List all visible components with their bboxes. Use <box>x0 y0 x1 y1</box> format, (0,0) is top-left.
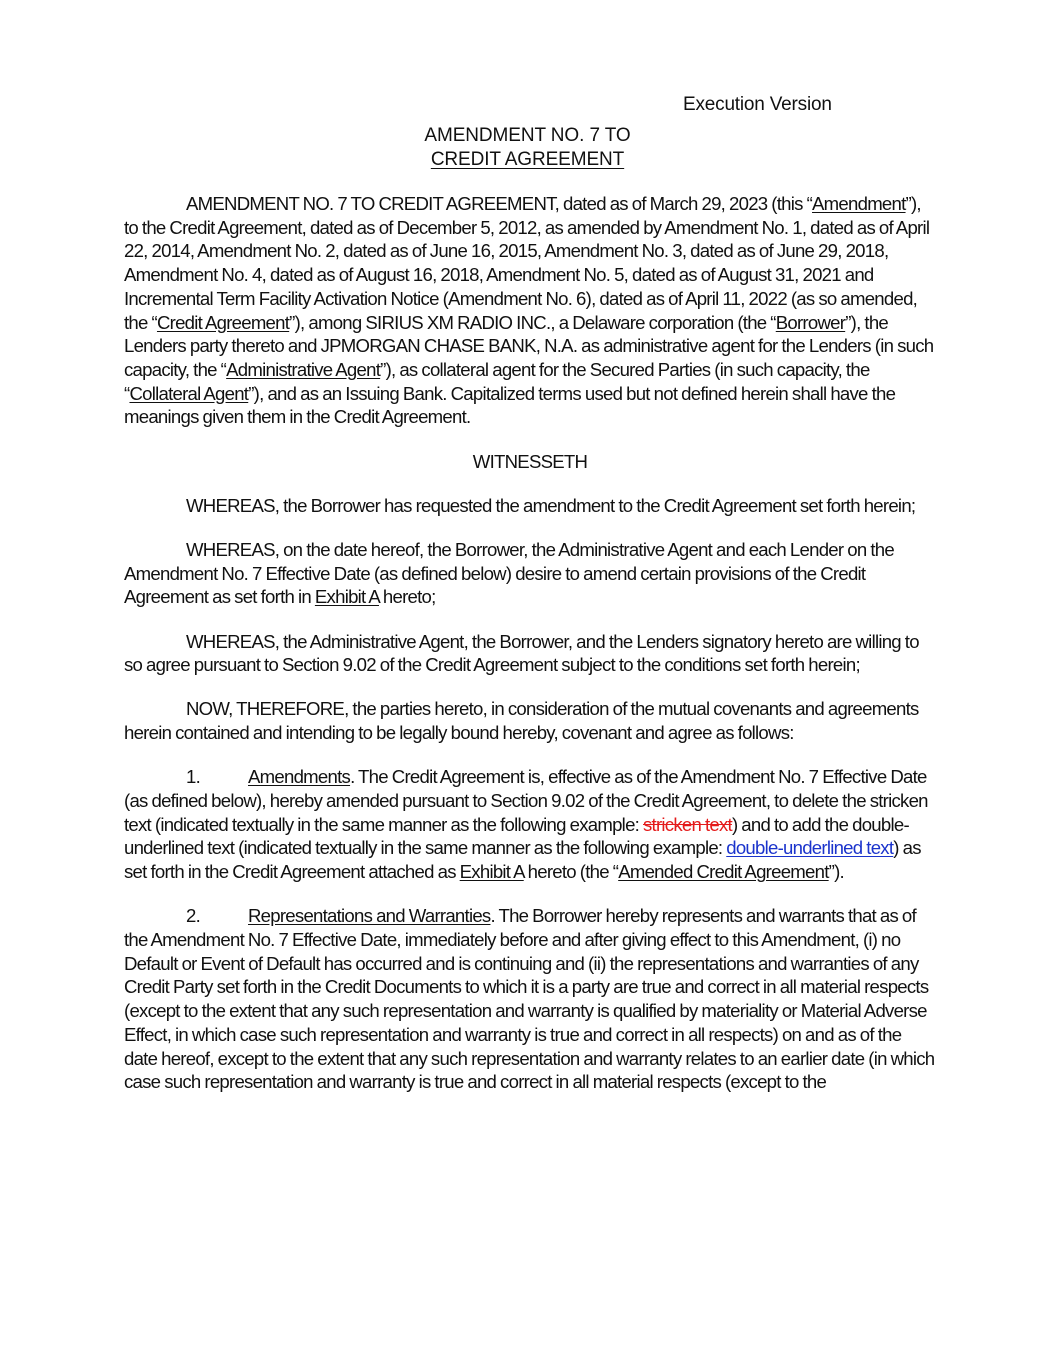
double-underlined-text-example: double-underlined text <box>726 837 894 859</box>
preamble-paragraph <box>124 192 936 429</box>
document-body <box>124 192 936 1115</box>
witnesseth-heading: WITNESSETH <box>472 450 588 472</box>
exhibit-a-reference: Exhibit A <box>459 861 524 883</box>
section-text: hereto (the “ <box>523 861 619 883</box>
defined-term-collateral-agent: Collateral Agent <box>129 382 249 404</box>
stricken-text-example: stricken text <box>643 813 732 835</box>
version-label: Execution Version <box>683 94 832 115</box>
exhibit-a-reference: Exhibit A <box>314 586 379 608</box>
defined-term-amendment: Amendment <box>812 193 906 214</box>
preamble-text: AMENDMENT NO. 7 TO CREDIT AGREEMENT, dated as of March 29, 2023 (this “ <box>186 193 813 214</box>
section-2-representations <box>124 904 936 1094</box>
section-heading: Amendments <box>248 766 351 788</box>
section-number: 1. <box>186 766 201 788</box>
defined-term-borrower: Borrower <box>775 311 846 333</box>
now-therefore-paragraph: NOW, THEREFORE, the parties hereto, in consideration of the mutual covenants and agreements herein contained and intending to be legally bound hereby, covenant and agree as follows: <box>124 698 919 744</box>
whereas-text: hereto; <box>378 586 436 608</box>
section-text: ) as set forth in the Credit Agreement attached as <box>124 837 921 883</box>
preamble-text: ”), as collateral agent for the Secured Parties (in such capacity, the “ <box>124 358 870 404</box>
defined-term-administrative-agent: Administrative Agent <box>226 358 381 380</box>
section-1-amendments <box>124 765 936 884</box>
preamble-text: ”), and as an Issuing Bank. Capitalized terms used but not defined herein shall have the meanings given them in the Credit Agreement. <box>124 382 896 428</box>
defined-term-credit-agreement: Credit Agreement <box>156 311 290 333</box>
whereas-text: WHEREAS, on the date hereof, the Borrower, the Administrative Agent and each Lender on the Amendment No. 7 Effective Date (as defined below) desire to amend certain provisions of the Credit Agreement as set forth in <box>124 538 894 608</box>
section-heading: Representations and Warranties <box>248 905 491 927</box>
section-text: . The Borrower hereby represents and warrants that as of the Amendment No. 7 Effective Date, immediately before and after giving effect to this Amendment, (i) no Default or Event of Default has occurred and is continuing and (ii) the representations and warranties of any Credit Party set forth in the Credit Documents to which it is a party are true and correct in all material respects (except to the extent that any such representation and warranty is qualified by materiality or Material Adverse Effect, in which case such representation and warranty is true and correct in all respects) on and as of the date hereof, except to the extent that any such representation and warranty relates to an earlier date (in which case such representation and warranty is true and correct in all material respects (except to the <box>124 905 935 1093</box>
section-text: . The Credit Agreement is, effective as of the Amendment No. 7 Effective Date (as defined below), hereby amended pursuant to Section 9.02 of the Credit Agreement, to delete the stricken text (indicated textually in the same manner as the following example: <box>124 766 928 835</box>
title-line-2: CREDIT AGREEMENT <box>430 149 625 170</box>
whereas-paragraph-1: WHEREAS, the Borrower has requested the amendment to the Credit Agreement set forth herein; <box>186 494 916 516</box>
title-line-1: AMENDMENT NO. 7 TO <box>424 125 631 146</box>
section-text: ) and to add the double-underlined text (indicated textually in the same manner as the following example: <box>124 813 909 859</box>
document-title <box>0 124 1055 172</box>
defined-term-amended-credit-agreement: Amended Credit Agreement <box>618 861 829 883</box>
preamble-text: ”), among SIRIUS XM RADIO INC., a Delaware corporation (the “ <box>289 311 776 333</box>
section-number: 2. <box>186 905 201 927</box>
preamble-text: ”), to the Credit Agreement, dated as of December 5, 2012, as amended by Amendment No. 1, dated as of April 22, 2014, Amendment No. 2, dated as of June 16, 2015, Amendment No. 3, dated as of June 29, 2018, Amendment No. 4, dated as of August 16, 2018, Amendment No. 5, dated as of August 31, 2021 and Incremental Term Facility Activation Notice (Amendment No. 6), dated as of April 11, 2022 (as so amended, the “ <box>124 193 930 333</box>
section-text: ”). <box>828 861 844 883</box>
preamble-text: ”), the Lenders party thereto and JPMORGAN CHASE BANK, N.A. as administrative agent for the Lenders (in such capacity, the “ <box>124 311 934 380</box>
whereas-paragraph-2 <box>124 538 936 609</box>
whereas-paragraph-3: WHEREAS, the Administrative Agent, the Borrower, and the Lenders signatory hereto are willing to so agree pursuant to Section 9.02 of the Credit Agreement subject to the conditions set forth herein; <box>124 630 919 676</box>
